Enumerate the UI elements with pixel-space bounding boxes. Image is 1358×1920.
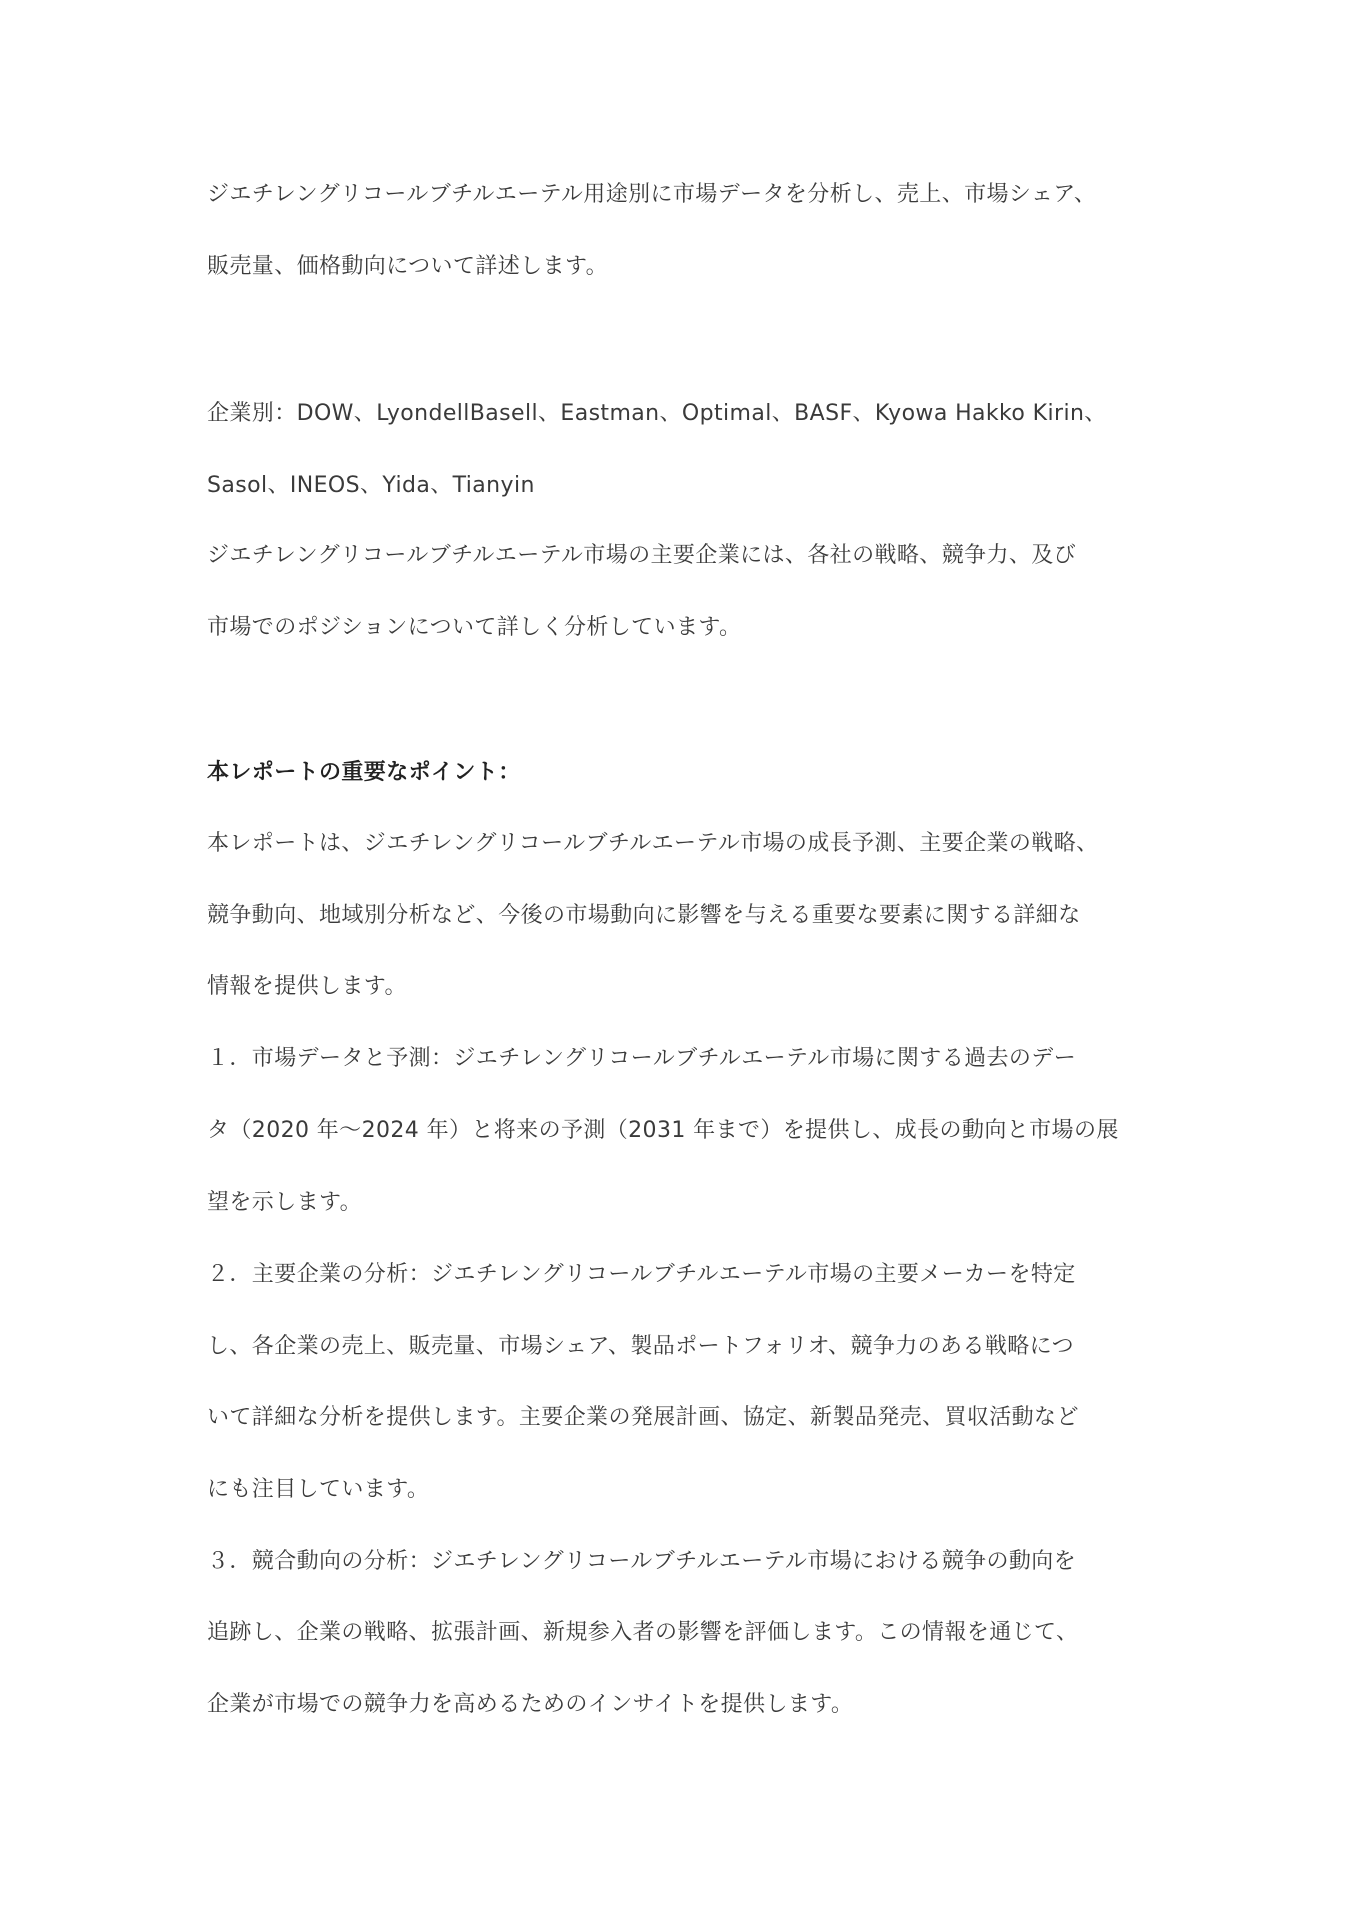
paragraph-line: ジエチレングリコールブチルエーテル市場の主要企業には、各社の戦略、競争力、及び [207,543,1077,568]
section-heading: 本レポートの重要なポイント： [207,760,521,785]
list-item-line: いて詳細な分析を提供します。主要企業の発展計画、協定、新製品発売、買収活動など [207,1405,1079,1430]
list-item-line: ２．主要企業の分析：ジエチレングリコールブチルエーテル市場の主要メーカーを特定 [207,1262,1076,1287]
list-item-line: し、各企業の売上、販売量、市場シェア、製品ポートフォリオ、競争力のある戦略につ [207,1334,1075,1359]
list-item-line: ３．競合動向の分析：ジエチレングリコールブチルエーテル市場における競争の動向を [207,1549,1077,1574]
paragraph-line: Sasol、INEOS、Yida、Tianyin [207,473,535,498]
paragraph-line: 販売量、価格動向について詳述します。 [207,254,609,279]
list-item-line: タ（2020 年～2024 年）と将来の予測（2031 年まで）を提供し、成長の動向と市場の展 [207,1118,1119,1143]
list-item-line: 追跡し、企業の戦略、拡張計画、新規参入者の影響を評価します。この情報を通じて、 [207,1620,1079,1645]
paragraph-line: 市場でのポジションについて詳しく分析しています。 [207,615,742,640]
list-item-line: 企業が市場での競争力を高めるためのインサイトを提供します。 [207,1692,854,1717]
paragraph-line: 情報を提供します。 [207,974,407,999]
list-item-line: 望を示します。 [207,1190,363,1215]
paragraph-line: 企業別：DOW、LyondellBasell、Eastman、Optimal、BASF、Kyowa Hakko Kirin、 [207,401,1107,426]
list-item-line: １．市場データと予測：ジエチレングリコールブチルエーテル市場に関する過去のデー [207,1046,1077,1071]
paragraph-line: ジエチレングリコールブチルエーテル用途別に市場データを分析し、売上、市場シェア、 [207,182,1097,207]
paragraph-line: 本レポートは、ジエチレングリコールブチルエーテル市場の成長予測、主要企業の戦略、 [207,831,1099,856]
paragraph-line: 競争動向、地域別分析など、今後の市場動向に影響を与える重要な要素に関する詳細な [207,903,1081,928]
list-item-line: にも注目しています。 [207,1477,430,1502]
